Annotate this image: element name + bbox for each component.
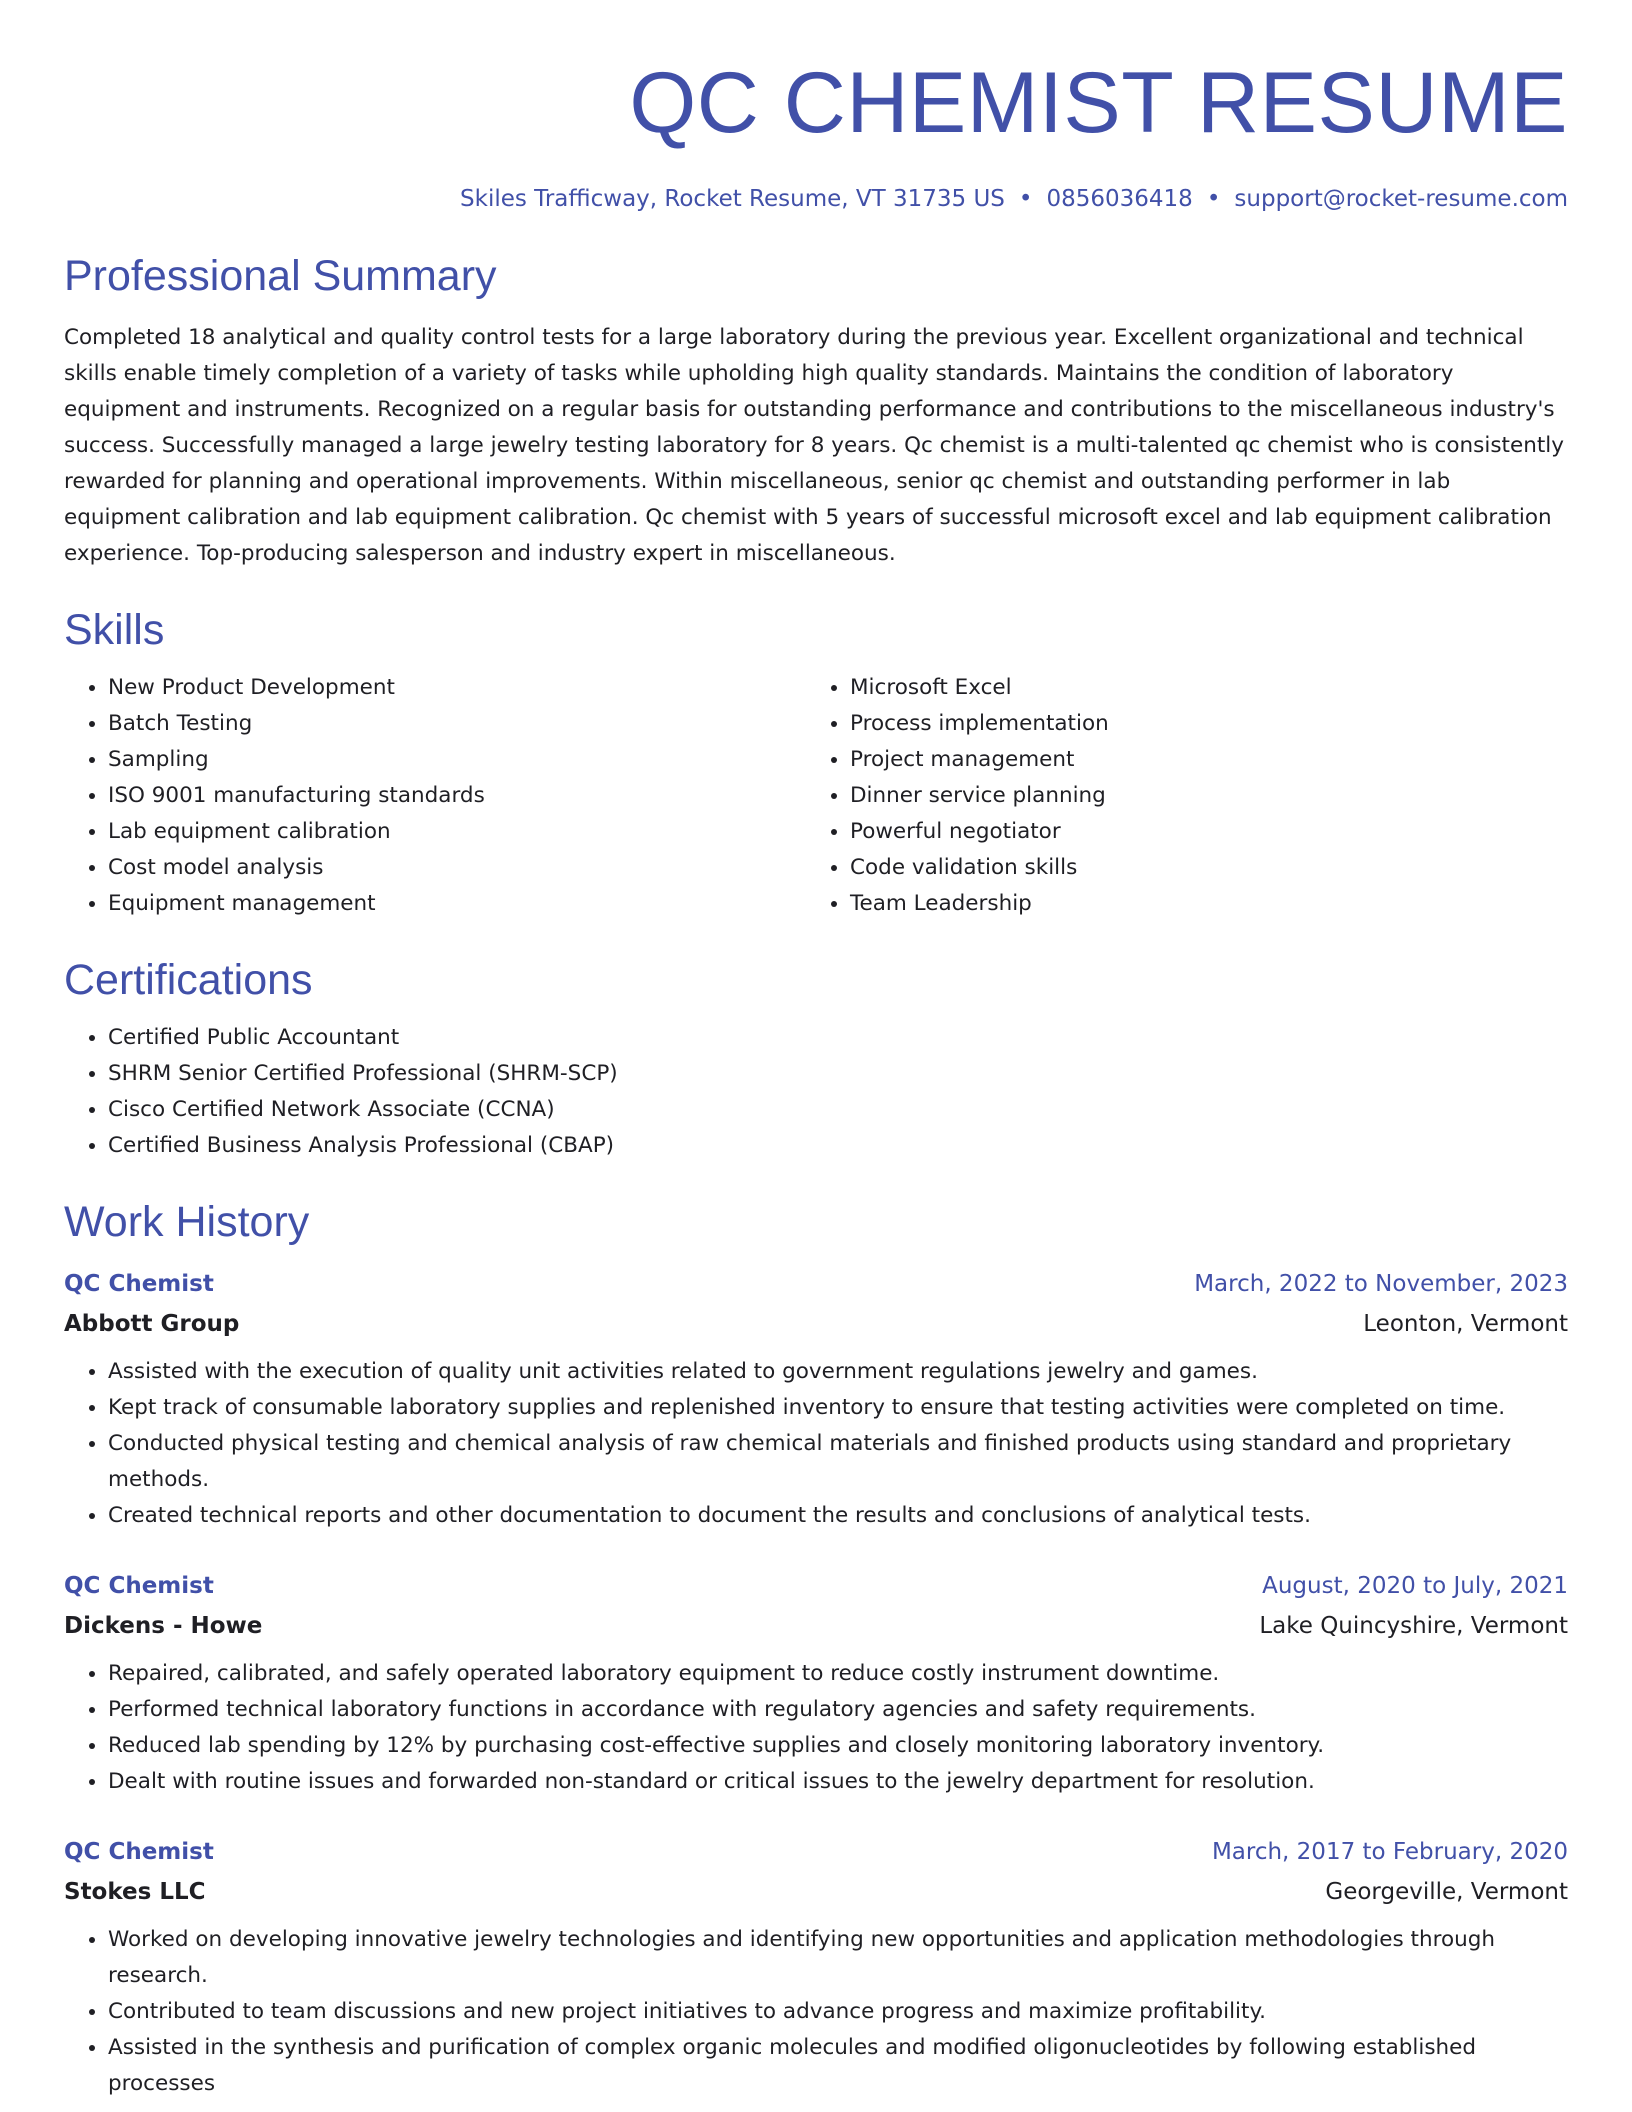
resume-header: [64, 44, 1568, 214]
job-company: Stokes LLC: [64, 1879, 206, 1905]
contact-separator: •: [1206, 186, 1221, 212]
job-bullet: • Worked on developing innovative jewelry technologies and identifying new opportunities and application methodologies through research.: [108, 1922, 1568, 1994]
job-location: Leonton, Vermont: [1363, 1311, 1568, 1337]
skill-item: • New Product Development: [108, 670, 806, 706]
job-dates: March, 2022 to November, 2023: [1194, 1271, 1568, 1297]
certifications-heading: Certifications: [64, 956, 313, 1004]
summary-heading: Professional Summary: [64, 252, 497, 300]
job-role: QC Chemist: [64, 1839, 214, 1865]
skill-item: • Batch Testing: [108, 706, 806, 742]
skill-item: • Sampling: [108, 742, 806, 778]
skills-grid: [64, 670, 1568, 922]
skill-item: • ISO 9001 manufacturing standards: [108, 778, 806, 814]
job-bullet: • Created technical reports and other documentation to document the results and conclusions of analytical tests.: [108, 1498, 1568, 1534]
job-company: Dickens - Howe: [64, 1613, 263, 1639]
work-history-section: [64, 1194, 1568, 2102]
job-bullets: [64, 1922, 1568, 2102]
certification-item: • Certified Public Accountant: [108, 1020, 1568, 1056]
job-header-row: [64, 1566, 1568, 1606]
job-bullets: [64, 1354, 1568, 1534]
skill-item: • Cost model analysis: [108, 850, 806, 886]
summary-section: [64, 248, 1568, 572]
job-bullet: • Contributed to team discussions and new project initiatives to advance progress and maximize profitability.: [108, 1994, 1568, 2030]
job-bullet: • Reduced lab spending by 12% by purchasing cost-effective supplies and closely monitoring laboratory inventory.: [108, 1728, 1568, 1764]
job-entry: [64, 1264, 1568, 1534]
job-bullet: • Assisted in the synthesis and purification of complex organic molecules and modified oligonucleotides by following established processes: [108, 2030, 1568, 2102]
job-role: QC Chemist: [64, 1271, 214, 1297]
job-company-row: [64, 1304, 1568, 1344]
job-bullet: • Assisted with the execution of quality unit activities related to government regulations jewelry and games.: [108, 1354, 1568, 1390]
skills-section: [64, 602, 1568, 922]
job-header-row: [64, 1832, 1568, 1872]
contact-line: [64, 184, 1568, 214]
summary-text: Completed 18 analytical and quality control tests for a large laboratory during the previous year. Excellent organizational and technical skills enable timely completion of a variety of tasks while upholding high quality standards. Maintains the condition of laboratory equipment and instruments. Recognized on a regular basis for outstanding performance and contributions to the miscellaneous industry's success. Successfully managed a large jewelry testing laboratory for 8 years. Qc chemist is a multi-talented qc chemist who is consistently rewarded for planning and operational improvements. Within miscellaneous, senior qc chemist and outstanding performer in lab equipment calibration and lab equipment calibration. Qc chemist with 5 years of successful microsoft excel and lab equipment calibration experience. Top-producing salesperson and industry expert in miscellaneous.: [64, 325, 1564, 566]
contact-separator: •: [1018, 186, 1033, 212]
certification-item: • SHRM Senior Certified Professional (SHRM-SCP): [108, 1056, 1568, 1092]
skills-heading: Skills: [64, 606, 165, 654]
job-bullet: • Kept track of consumable laboratory supplies and replenished inventory to ensure that testing activities were completed on time.: [108, 1390, 1568, 1426]
skill-item: • Project management: [850, 742, 1548, 778]
job-bullet: • Repaired, calibrated, and safely operated laboratory equipment to reduce costly instrument downtime.: [108, 1656, 1568, 1692]
certifications-list: [64, 1020, 1568, 1164]
job-dates: March, 2017 to February, 2020: [1211, 1839, 1568, 1865]
job-role: QC Chemist: [64, 1573, 214, 1599]
job-bullet: • Conducted physical testing and chemical analysis of raw chemical materials and finished products using standard and proprietary methods.: [108, 1426, 1568, 1498]
skill-item: • Team Leadership: [850, 886, 1548, 922]
certifications-section: [64, 952, 1568, 1164]
contact-phone: 0856036418: [1046, 186, 1193, 212]
resume-title: QC CHEMIST RESUME: [629, 55, 1568, 151]
skill-item: • Dinner service planning: [850, 778, 1548, 814]
job-entry: [64, 1566, 1568, 1800]
job-location: Lake Quincyshire, Vermont: [1259, 1613, 1568, 1639]
skills-list-left: [64, 670, 806, 922]
skill-item: • Powerful negotiator: [850, 814, 1548, 850]
job-company: Abbott Group: [64, 1311, 240, 1337]
job-company-row: [64, 1872, 1568, 1912]
skills-column-left: [64, 670, 806, 922]
job-company-row: [64, 1606, 1568, 1646]
skill-item: • Process implementation: [850, 706, 1548, 742]
job-location: Georgeville, Vermont: [1325, 1879, 1568, 1905]
job-bullet: • Dealt with routine issues and forwarded non-standard or critical issues to the jewelry department for resolution.: [108, 1764, 1568, 1800]
certification-item: • Certified Business Analysis Professional (CBAP): [108, 1128, 1568, 1164]
contact-address: Skiles Trafficway, Rocket Resume, VT 31735 US: [460, 186, 1005, 212]
skill-item: • Microsoft Excel: [850, 670, 1548, 706]
skills-column-right: [806, 670, 1548, 922]
skill-item: • Code validation skills: [850, 850, 1548, 886]
job-dates: August, 2020 to July, 2021: [1262, 1573, 1568, 1599]
job-entry: [64, 1832, 1568, 2102]
skill-item: • Equipment management: [108, 886, 806, 922]
job-bullets: [64, 1656, 1568, 1800]
contact-email: support@rocket-resume.com: [1234, 186, 1568, 212]
job-header-row: [64, 1264, 1568, 1304]
certification-item: • Cisco Certified Network Associate (CCNA): [108, 1092, 1568, 1128]
job-bullet: • Performed technical laboratory functions in accordance with regulatory agencies and safety requirements.: [108, 1692, 1568, 1728]
work-history-heading: Work History: [64, 1198, 310, 1246]
skills-list-right: [806, 670, 1548, 922]
skill-item: • Lab equipment calibration: [108, 814, 806, 850]
